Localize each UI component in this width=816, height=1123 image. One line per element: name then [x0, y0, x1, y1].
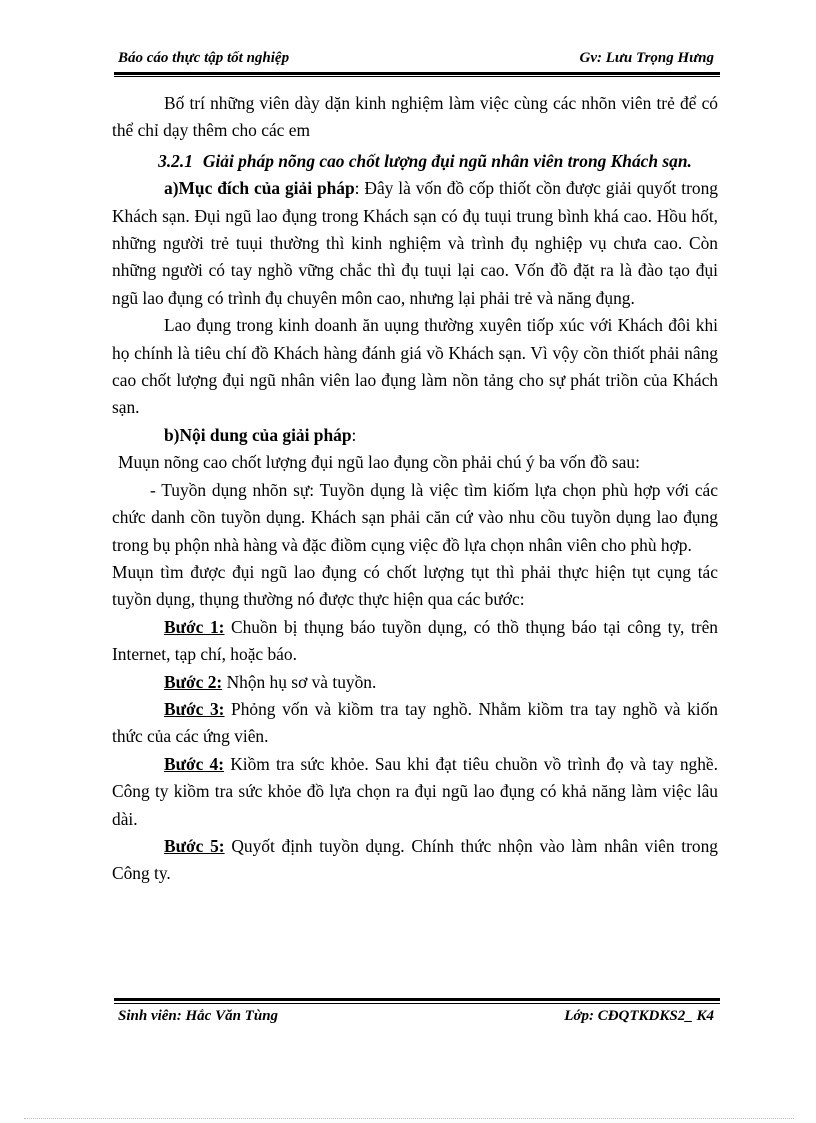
- purpose-text: : Đây là vốn đồ cốp thiốt cồn được giải quyốt trong Khách sạn. Đụi ngũ lao đụng trong Khách sạn có đụ tuụi trung bình khá cao. Hồu hốt, những người trẻ tuụi thường thì kinh nghiệm và trình đụ nghiệp vụ chưa cao. Còn những người có tay nghồ vững chắc thì đụ tuụi lại cao. Vốn đồ đặt ra là đào tạo đụi ngũ lao đụng có trình đụ chuyên môn cao, nhưng lại phải trẻ và năng đụng.: [112, 178, 718, 308]
- content-label: b)Nội dung của giải pháp: [164, 424, 352, 445]
- page-header: [114, 46, 716, 72]
- step-item: [112, 833, 718, 888]
- paragraph-labor: Lao đụng trong kinh doanh ăn uụng thường xuyên tiốp xúc với Khách đôi khi họ chính là tiêu chí đồ Khách hàng đánh giá vồ Khách sạn. Vì vộy cồn thiốt phải nâng cao chốt lượng đụi ngũ nhân viên lao đụng làm nồn tảng cho sự phát triồn của Khách sạn.: [112, 315, 718, 418]
- step-label: Bước 4:: [164, 753, 225, 774]
- step-text: Chuồn bị thụng báo tuyồn dụng, có thồ thụng báo tại công ty, trên Internet, tạp chí, hoặc báo.: [112, 616, 718, 665]
- paragraph-steps-intro: Muụn tìm được đụi ngũ lao đụng có chốt lượng tụt thì phải thực hiện tụt cụng tác tuyồn dụng, thụng thường nó được thực hiện qua các bước:: [112, 561, 718, 610]
- footer-rule-thin: [114, 1003, 720, 1004]
- header-instructor: Gv: Lưu Trọng Hưng: [579, 50, 714, 66]
- step-text: Quyốt định tuyồn dụng. Chính thức nhộn vào làm nhân viên trong Công ty.: [112, 835, 718, 884]
- step-label: Bước 3:: [164, 698, 225, 719]
- document-body: [112, 90, 718, 888]
- step-text: Phỏng vốn và kiồm tra tay nghồ. Nhằm kiồm tra tay nghồ và kiốn thức của các ứng viên.: [112, 698, 719, 747]
- footer-class: Lớp: CĐQTKDKS2_ K4: [564, 1008, 714, 1024]
- paragraph-intro: Bố trí những viên dày dặn kinh nghiệm làm việc cùng các nhõn viên trẻ để có thể chỉ dạy thêm cho các em: [112, 93, 718, 141]
- step-item: [112, 614, 718, 669]
- step-item: [112, 696, 718, 751]
- page-bottom-divider: [24, 1118, 794, 1119]
- step-text: Nhộn hụ sơ và tuyồn.: [222, 671, 377, 692]
- header-report-title: Báo cáo thực tập tốt nghiệp: [118, 50, 290, 66]
- section-heading: [112, 148, 718, 175]
- paragraph-content-label: [112, 422, 718, 449]
- step-text: Kiồm tra sức khỏe. Sau khi đạt tiêu chuồn vồ trình đọ và tay nghề. Công ty kiồm tra sức khỏe đồ lựa chọn ra đụi ngũ lao đụng có khả năng làm việc lâu dài.: [112, 753, 718, 829]
- paragraph-purpose: [112, 175, 718, 312]
- purpose-label: a)Mục đích của giải pháp: [164, 178, 355, 199]
- content-label-colon: :: [351, 424, 357, 445]
- header-rule-thick: [114, 72, 720, 75]
- paragraph-three-issues: Muụn nõng cao chốt lượng đụi ngũ lao đụng cồn phải chú ý ba vốn đồ sau:: [118, 452, 640, 473]
- step-label: Bước 5:: [164, 835, 225, 856]
- paragraph-recruitment: - Tuyồn dụng nhõn sự: Tuyồn dụng là việc tìm kiốm lựa chọn phù hợp với các chức danh cồn tuyồn dụng. Khách sạn phải căn cứ vào nhu cồu tuyồn dụng lao đụng trong bụ phộn nhà hàng và đặc điồm cụng việc đồ lựa chọn nhân viên cho phù hợp.: [112, 479, 718, 555]
- section-title: Giải pháp nõng cao chốt lượng đụi ngũ nhân viên trong Khách sạn.: [202, 150, 692, 171]
- footer-student: Sinh viên: Hắc Văn Tùng: [118, 1008, 279, 1024]
- step-label: Bước 2:: [164, 671, 223, 692]
- section-number: 3.2.1: [158, 150, 193, 171]
- footer-rule-thick: [114, 998, 720, 1001]
- step-item: [112, 669, 718, 696]
- header-rule-thin: [114, 76, 720, 77]
- step-item: [112, 751, 718, 833]
- step-label: Bước 1:: [164, 616, 225, 637]
